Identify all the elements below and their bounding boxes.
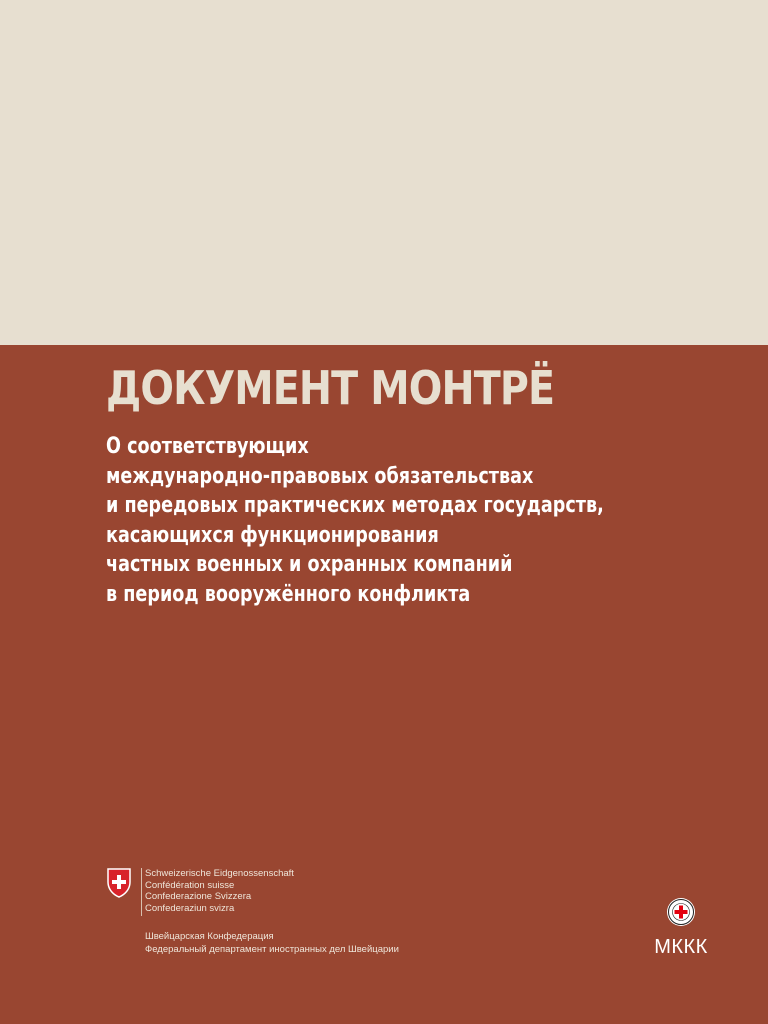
cover-top-band <box>0 0 768 345</box>
department-block <box>145 930 399 956</box>
logo-divider <box>141 868 142 916</box>
icrc-abbreviation: МККК <box>654 936 708 958</box>
confederation-name: Schweizerische Eidgenossenschaft <box>145 868 294 879</box>
swiss-confederation-names <box>145 868 294 914</box>
department-line: Федеральный департамент иностранных дел Швейцарии <box>145 944 399 955</box>
subtitle-line: международно-правовых обязательствах <box>106 463 534 489</box>
subtitle-line: в период вооружённого конфликта <box>106 581 471 607</box>
icrc-red-cross-emblem-icon <box>666 897 696 927</box>
confederation-name: Confédération suisse <box>145 879 235 891</box>
subtitle-line: и передовых практических методах государств, <box>106 493 604 518</box>
subtitle-line: частных военных и охранных компаний <box>106 552 513 577</box>
swiss-cross-shield-icon <box>104 868 134 898</box>
department-line: Швейцарская Конфедерация <box>145 931 274 942</box>
subtitle-line: О соответствующих <box>106 434 309 459</box>
document-title: ДОКУМЕНТ МОНТРЁ <box>106 361 555 415</box>
document-subtitle <box>106 432 604 609</box>
confederation-name: Confederazione Svizzera <box>145 891 252 902</box>
confederation-name: Confederaziun svizra <box>145 902 235 914</box>
subtitle-line: касающихся функционирования <box>106 522 439 548</box>
